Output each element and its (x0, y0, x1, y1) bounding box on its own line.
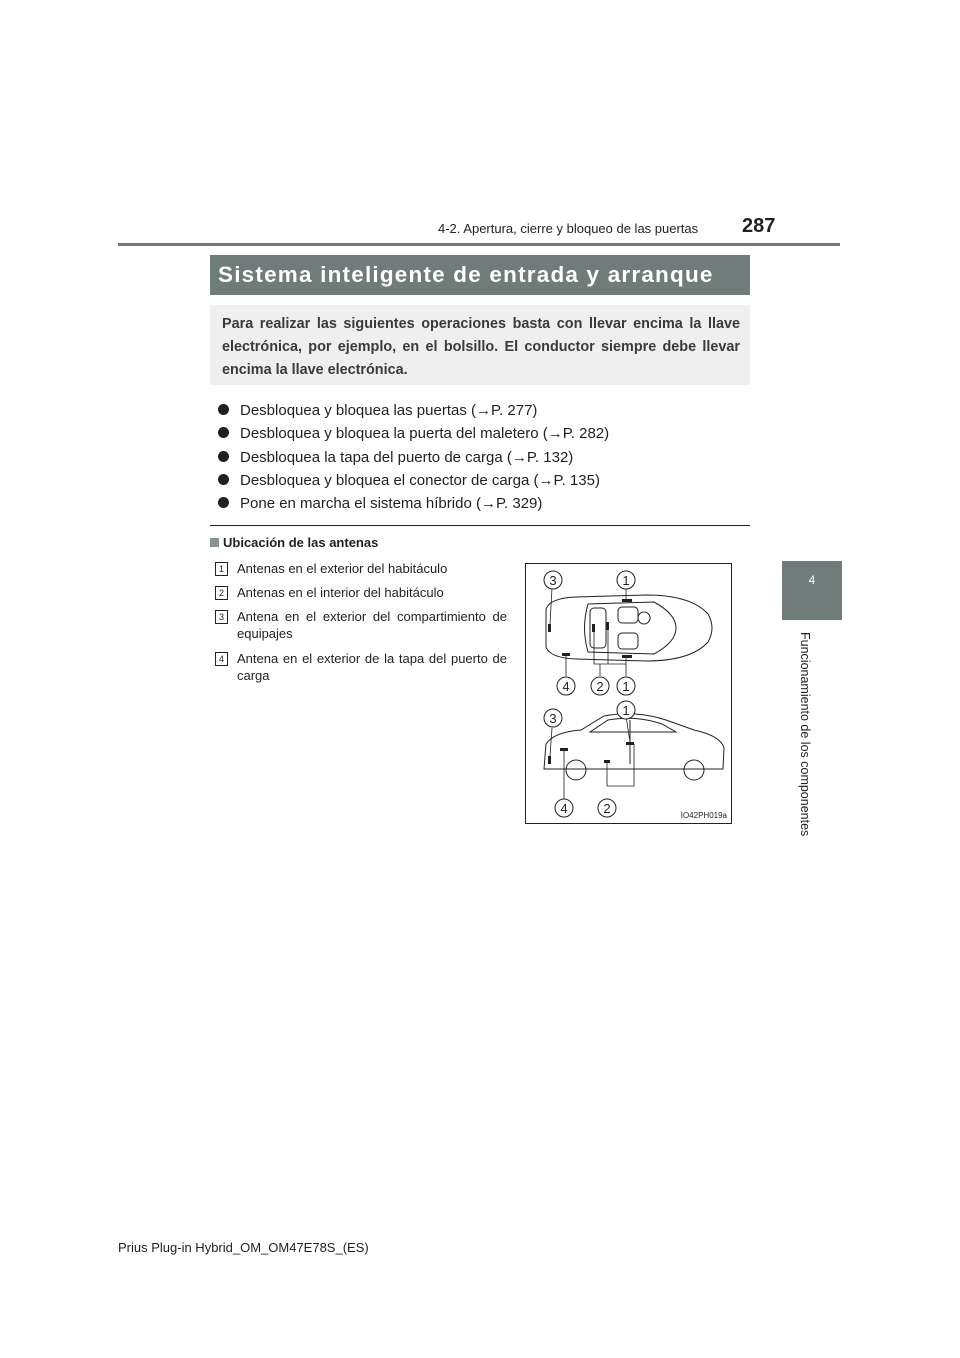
antenna-marker (606, 622, 609, 630)
bullet-icon (218, 404, 229, 415)
intro-box: Para realizar las siguientes operaciones basta con llevar encima la llave electrónica, por ejemplo, en el bolsillo. El conductor siempre debe llevar encima la llave electrónica. (210, 305, 750, 385)
antenna-item-text: Antenas en el exterior del habitáculo (237, 561, 448, 576)
page-number: 287 (742, 215, 776, 237)
steering-wheel (638, 612, 650, 624)
antenna-item-1 (215, 560, 507, 577)
bullet-icon (218, 427, 229, 438)
antenna-marker (548, 624, 551, 632)
footer-manual-id: Prius Plug-in Hybrid_OM_OM47E78S_(ES) (118, 1240, 369, 1255)
callout-label: 2 (596, 679, 604, 694)
leader-line (626, 716, 630, 742)
chapter-number: 4 (808, 573, 816, 587)
chapter-label: Funcionamiento de los componentes (798, 632, 812, 837)
number-badge: 2 (215, 586, 228, 600)
bullet-icon (218, 497, 229, 508)
operation-text: Desbloquea y bloquea el conector de carga (→P. 135) (240, 471, 600, 489)
chapter-tab (782, 561, 842, 620)
leader-line (550, 728, 552, 756)
header-divider (118, 243, 840, 246)
subsection-heading-text: Ubicación de las antenas (223, 535, 379, 550)
list-item (218, 400, 609, 423)
list-item (218, 470, 609, 493)
subsection-heading (210, 535, 378, 550)
square-bullet-icon (210, 538, 219, 547)
operation-text: Desbloquea y bloquea la puerta del maletero (→P. 282) (240, 425, 610, 443)
callout-label: 3 (549, 711, 557, 726)
operation-text: Pone en marcha el sistema híbrido (→P. 329) (240, 495, 543, 513)
section-divider (210, 525, 750, 526)
bullet-icon (218, 474, 229, 485)
car-top-view-outline (546, 595, 712, 661)
antenna-location-figure (525, 563, 732, 824)
car-top-view-roof (585, 602, 677, 654)
operation-text: Desbloquea y bloquea las puertas (→P. 277) (240, 402, 538, 419)
list-item (218, 493, 609, 516)
antenna-marker (548, 756, 551, 764)
rear-wheel (566, 760, 586, 780)
antenna-marker (622, 655, 632, 658)
antenna-marker (562, 653, 570, 656)
front-seat-right (618, 633, 638, 649)
number-badge: 3 (215, 610, 228, 624)
figure-code: IO42PH019a (680, 811, 727, 820)
antenna-marker (622, 599, 632, 602)
callout-label: 1 (622, 703, 630, 718)
list-item (218, 447, 609, 470)
front-wheel (684, 760, 704, 780)
callout-label: 1 (622, 679, 630, 694)
operation-text: Desbloquea la tapa del puerto de carga (→P. 132) (240, 448, 574, 466)
section-title: 4-2. Apertura, cierre y bloqueo de las puertas (438, 221, 699, 236)
callout-label: 4 (562, 679, 570, 694)
antenna-marker (626, 742, 634, 745)
callout-label: 4 (560, 801, 568, 816)
leader-line (550, 588, 552, 624)
number-badge: 1 (215, 562, 228, 576)
antenna-marker (560, 748, 568, 751)
callout-label: 3 (549, 573, 557, 588)
bullet-icon (218, 451, 229, 462)
car-diagram (526, 564, 731, 823)
front-seat-left (618, 607, 638, 623)
antenna-item-4 (215, 650, 507, 684)
number-badge: 4 (215, 652, 228, 666)
operations-list (218, 400, 609, 516)
callout-label: 2 (603, 801, 611, 816)
callout-label: 1 (622, 573, 630, 588)
antenna-item-text: Antena en el exterior del compartimiento de equipajes (237, 609, 507, 641)
antenna-marker (592, 624, 595, 632)
side-window (590, 718, 676, 732)
antenna-item-text: Antena en el exterior de la tapa del puerto de carga (237, 651, 507, 683)
list-item (218, 423, 609, 446)
antenna-item-3 (215, 608, 507, 642)
antenna-marker (604, 760, 610, 763)
antenna-item-text: Antenas en el interior del habitáculo (237, 585, 444, 600)
page-title: Sistema inteligente de entrada y arranque (210, 255, 750, 295)
antenna-item-2 (215, 584, 507, 601)
